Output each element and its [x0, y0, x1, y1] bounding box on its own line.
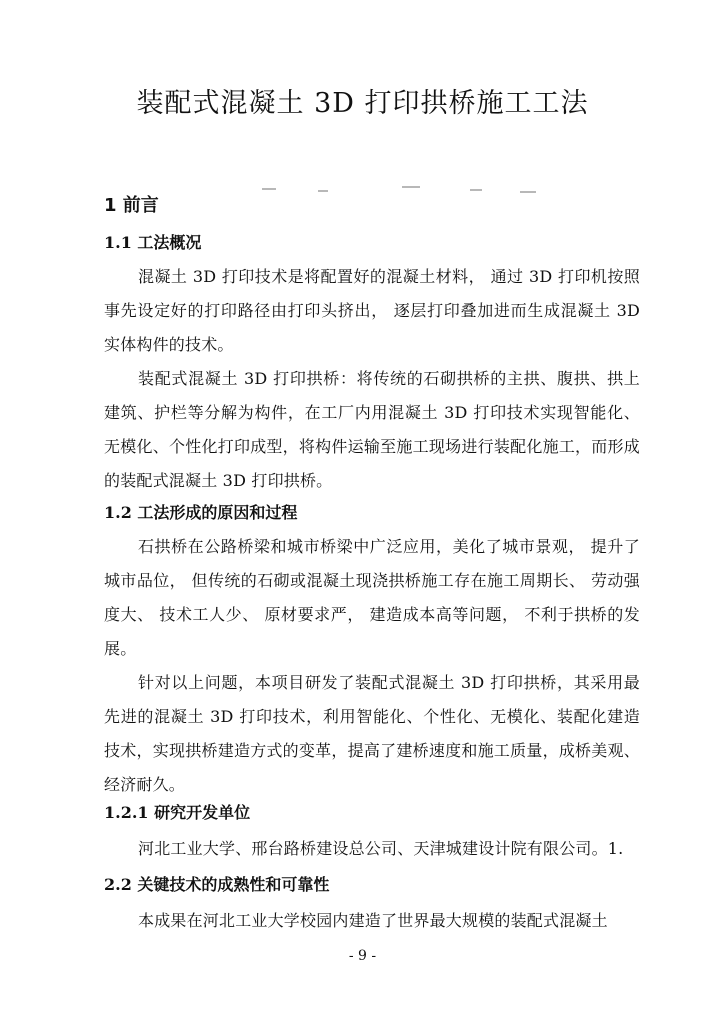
document-title: 装配式混凝土 3D 打印拱桥施工工法 — [136, 88, 589, 119]
paragraph-1-1-a: 混凝土 3D 打印技术是将配置好的混凝土材料， 通过 3D 打印机按照事先设定好的打印路径由打印头挤出， 逐层打印叠加进而生成混凝土 3D 实体构件的技术。 — [104, 267, 640, 354]
scan-artifact — [262, 188, 276, 190]
section-heading-1-2-1: 1.2.1 研究开发单位 — [104, 803, 251, 822]
scan-artifact — [520, 191, 536, 193]
paragraph-2-2-a: 本成果在河北工业大学校园内建造了世界最大规模的装配式混凝土 — [138, 911, 608, 930]
section-heading-2-2: 2.2 关键技术的成熟性和可靠性 — [104, 875, 330, 894]
scan-artifact — [470, 189, 482, 191]
scan-artifact — [318, 190, 328, 192]
scan-artifact — [402, 186, 420, 188]
section-heading-1: 1 前言 — [104, 195, 159, 216]
paragraph-1-1-b: 装配式混凝土 3D 打印拱桥：将传统的石砌拱桥的主拱、腹拱、拱上建筑、护栏等分解为构件，在工厂内用混凝土 3D 打印技术实现智能化、无模化、个性化打印成型，将构件运输至施工现场进行装配化施工，而形成的装配式混凝土 3D 打印拱桥。 — [104, 369, 640, 490]
section-heading-1-2: 1.2 工法形成的原因和过程 — [104, 503, 298, 522]
paragraph-1-2-1-a: 河北工业大学、邢台路桥建设总公司、天津城建设计院有限公司。1. — [138, 839, 624, 858]
paragraph-1-2-b: 针对以上问题，本项目研发了装配式混凝土 3D 打印拱桥，其采用最先进的混凝土 3D 打印技术，利用智能化、个性化、无模化、装配化建造技术，实现拱桥建造方式的变革，提高了建桥速度和施工质量，成桥美观、经济耐久。 — [104, 673, 640, 794]
page-number: - 9 - — [348, 948, 377, 964]
paragraph-1-2-a: 石拱桥在公路桥梁和城市桥梁中广泛应用，美化了城市景观， 提升了城市品位， 但传统的石砌或混凝土现浇拱桥施工存在施工周期长、 劳动强度大、 技术工人少、 原材要求严， 建造成本高等问题， 不利于拱桥的发展。 — [104, 537, 640, 658]
section-heading-1-1: 1.1 工法概况 — [104, 233, 202, 252]
